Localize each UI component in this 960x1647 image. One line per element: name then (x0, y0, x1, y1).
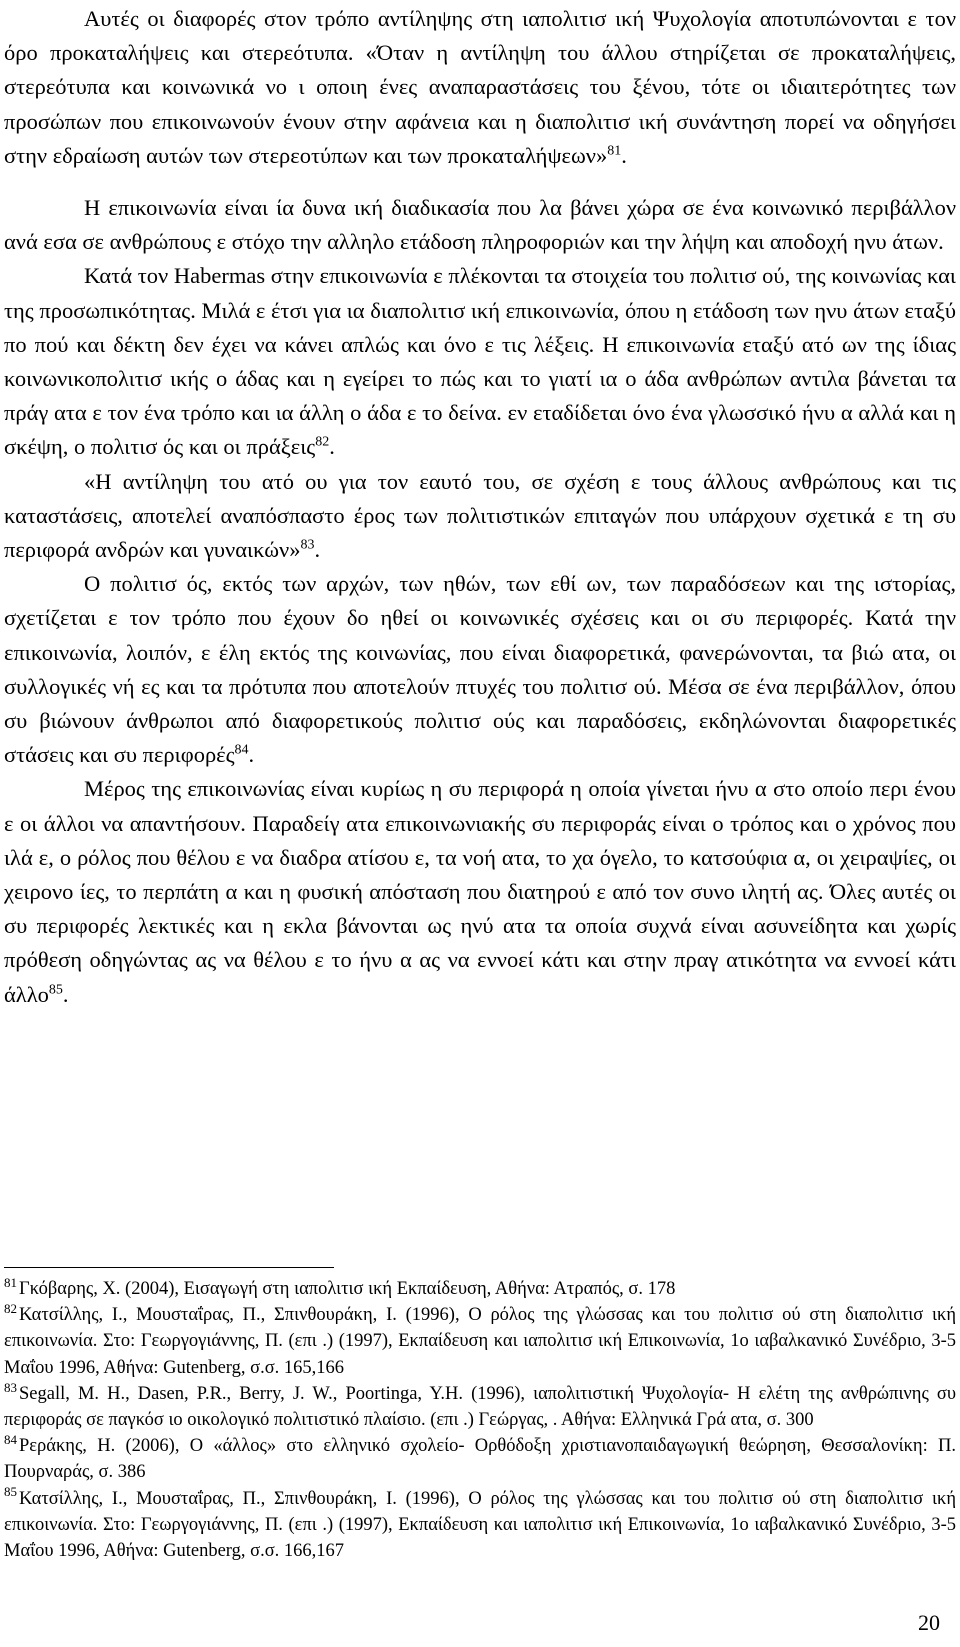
paragraph-2: Η επικοινωνία είναι ία δυνα ική διαδικασία που λα βάνει χώρα σε ένα κοινωνικό περιβάλλον ανά εσα σε ανθρώπους ε στόχο την αλληλο ετάδοση πληροφοριών και την λήψη και αποδοχή ηνυ άτων. (4, 195, 956, 255)
footnote-82 (4, 1302, 956, 1381)
footnote-ref-84[interactable]: 84 (234, 742, 249, 758)
paragraph-3 (4, 259, 956, 464)
paragraph-5 (4, 567, 956, 772)
footnotes (4, 1276, 956, 1564)
page-number: 20 (918, 1610, 940, 1635)
paragraph-3-tail: . (329, 434, 335, 460)
footnote-text: Ρεράκης, Η. (2006), Ο «άλλος» στο ελληνικό σχολείο- Ορθόδοξη χριστιανοπαιδαγωγική θεώρηση, Θεσσαλονίκη: Π. Πουρναράς, σ. 386 (4, 1436, 956, 1483)
paragraph-1 (4, 2, 956, 173)
footnote-number: 84 (4, 1432, 17, 1448)
footnote-85 (4, 1486, 956, 1565)
footnote-number: 85 (4, 1484, 17, 1500)
paragraph-6 (4, 772, 956, 1011)
footnote-ref-85[interactable]: 85 (48, 982, 63, 998)
footnote-text: Κατσίλλης, Ι., Μουσταΐρας, Π., Σπινθουράκη, Ι. (1996), Ο ρόλος της γλώσσας και του πολιτισ ού στη διαπολιτισ ική επικοινωνία. Στο: Γεωργογιάννης, Π. (επι .) (1997), Εκπαίδευση και ιαπολιτισ ική Επικοινωνία, 1ο ιαβαλκανικό Συνέδριο, 3-5 Μαΐου 1996, Αθήνα: Gutenberg, σ.σ. 165,166 (4, 1305, 956, 1378)
paragraph-6-tail: . (62, 981, 69, 1007)
paragraph-5-text: Ο πολιτισ ός, εκτός των αρχών, των ηθών, των εθί ων, των παραδόσεων και της ιστορίας, σχετίζεται ε τον τρόπο που έχουν δο ηθεί οι κοινωνικές σχέσεις και οι συ περιφορές. Κατά την επικοινωνία, λοιπόν, ε έλη εκτός της κοινωνίας, που είναι διαφορετικά, φανερώνονται, τα βιώ ατα, οι συλλογικές νή ες και τα πρότυπα που αποτελούν πτυχές του πολιτισ ού. Μέσα σε ένα περιβάλλον, όπου συ βιώνουν άνθρωποι από διαφορετικούς πολιτισ ούς και παραδόσεις, εκδηλώνονται διαφορετικές στάσεις και συ περιφορές (4, 571, 956, 768)
paragraph-4-text: «Η αντίληψη του ατό ου για τον εαυτό του, σε σχέση ε τους άλλους ανθρώπους και τις καταστάσεις, αποτελεί αναπόσπαστο έρος των πολιτιστικών επιταγών που υπάρχουν σχετικά ε τη συ περιφορά ανδρών και γυναικών» (4, 468, 956, 563)
paragraph-4-tail: . (314, 537, 321, 563)
footnote-number: 81 (4, 1274, 17, 1290)
footnote-ref-81[interactable]: 81 (607, 143, 622, 159)
footnote-number: 83 (4, 1379, 17, 1395)
paragraph-5-tail: . (248, 742, 255, 768)
footnote-84 (4, 1433, 956, 1485)
paragraph-6-text: Μέρος της επικοινωνίας είναι κυρίως η συ περιφορά η οποία γίνεται ήνυ α στο οποίο περι ένου ε οι άλλοι να απαντήσουν. Παραδείγ ατα επικοινωνιακής συ περιφοράς είναι ο τρόπος και ο χρόνος που ιλά ε, ο ρόλος που θέλου ε να διαδρα ατίσου ε, τα νοή ατα, το χα όγελο, το κατσούφια α, οι χειραψίες, οι χειρονο ίες, το περπάτη α και η φυσική απόσταση που διατηρού ε από τον συνο ιλητή ας. Όλες αυτές οι συ περιφορές λεκτικές και η εκλα βάνονται ως ηνύ ατα τα οποία συχνά είναι ασυνείδητα και χωρίς πρόθεση οδηγώντας ας να θέλου ε το ήνυ α ας να εννοεί κάτι και στην πραγ ατικότητα να εννοεί κάτι άλλο (4, 776, 956, 1007)
footnote-divider (4, 1267, 334, 1268)
footnote-number: 82 (4, 1301, 17, 1317)
footnote-text: Segall, M. H., Dasen, P.R., Berry, J. W., Poortinga, Y.H. (1996), ιαπολιτιστική Ψυχολογία- Η ελέτη της ανθρώπινης συ περιφοράς σε παγκόσ ιο οικολογικό πολιτιστικό πλαίσιο. (επι .) Γεώργας, . Αθήνα: Ελληνικά Γρά ατα, σ. 300 (4, 1383, 956, 1431)
footnote-text: Κατσίλλης, Ι., Μουσταΐρας, Π., Σπινθουράκη, Ι. (1996), Ο ρόλος της γλώσσας και του πολιτισ ού στη διαπολιτισ ική επικοινωνία. Στο: Γεωργογιάννης, Π. (επι .) (1997), Εκπαίδευση και ιαπολιτισ ική Επικοινωνία, 1ο ιαβαλκανικό Συνέδριο, 3-5 Μαΐου 1996, Αθήνα: Gutenberg, σ.σ. 166,167 (4, 1488, 956, 1562)
footnote-text: Γκόβαρης, Χ. (2004), Εισαγωγή στη ιαπολιτισ ική Εκπαίδευση, Αθήνα: Ατραπός, σ. 178 (19, 1279, 676, 1299)
paragraph-4 (4, 465, 956, 568)
body-text (4, 2, 956, 1012)
paragraph-1-tail: . (621, 142, 627, 168)
footnote-83 (4, 1381, 956, 1433)
paragraph-3-text: Κατά τον Habermas στην επικοινωνία ε πλέκονται τα στοιχεία του πολιτισ ού, της κοινωνίας και της προσωπικότητας. Μιλά ε έτσι για ια διαπολιτισ ική επικοινωνία, όπου η ετάδοση των ηνυ άτων εταξύ πο πού και δέκτη δεν έχει να κάνει απλώς και όνο ε τις λέξεις. Η επικοινωνία εταξύ ατό ων της ίδιας κοινωνικοπολιτισ ικής ο άδας και η εγείρει το πώς και το γιατί ια ο άδα ανθρώπων αντιλα βάνεται τα πράγ ατα ε τον ένα τρόπο και ια άλλη ο άδα ε το δείνα. εν εταδίδεται όνο ένα γλωσσικό ήνυ α αλλά και η σκέψη, ο πολιτισ ός και οι πράξεις (4, 263, 956, 460)
footnote-ref-83[interactable]: 83 (300, 537, 315, 553)
footnote-81 (4, 1276, 956, 1302)
footnote-ref-82[interactable]: 82 (315, 434, 330, 450)
paragraph-1-text: Αυτές οι διαφορές στον τρόπο αντίληψης στη ιαπολιτισ ική Ψυχολογία αποτυπώνονται ε τον όρο προκαταλήψεις και στερεότυπα. «Όταν η αντίληψη του άλλου στηρίζεται σε προκαταλήψεις, στερεότυπα και κοινωνικά νο ι οποιη ένες αναπαραστάσεις του ξένου, τότε οι ιδιαιτερότητες των προσώπων που επικοινωνούν ένουν στην αφάνεια και η διαπολιτισ ική συνάντηση πορεί να οδηγήσει στην εδραίωση αυτών των στερεοτύπων και των προκαταλήψεων» (4, 6, 956, 168)
